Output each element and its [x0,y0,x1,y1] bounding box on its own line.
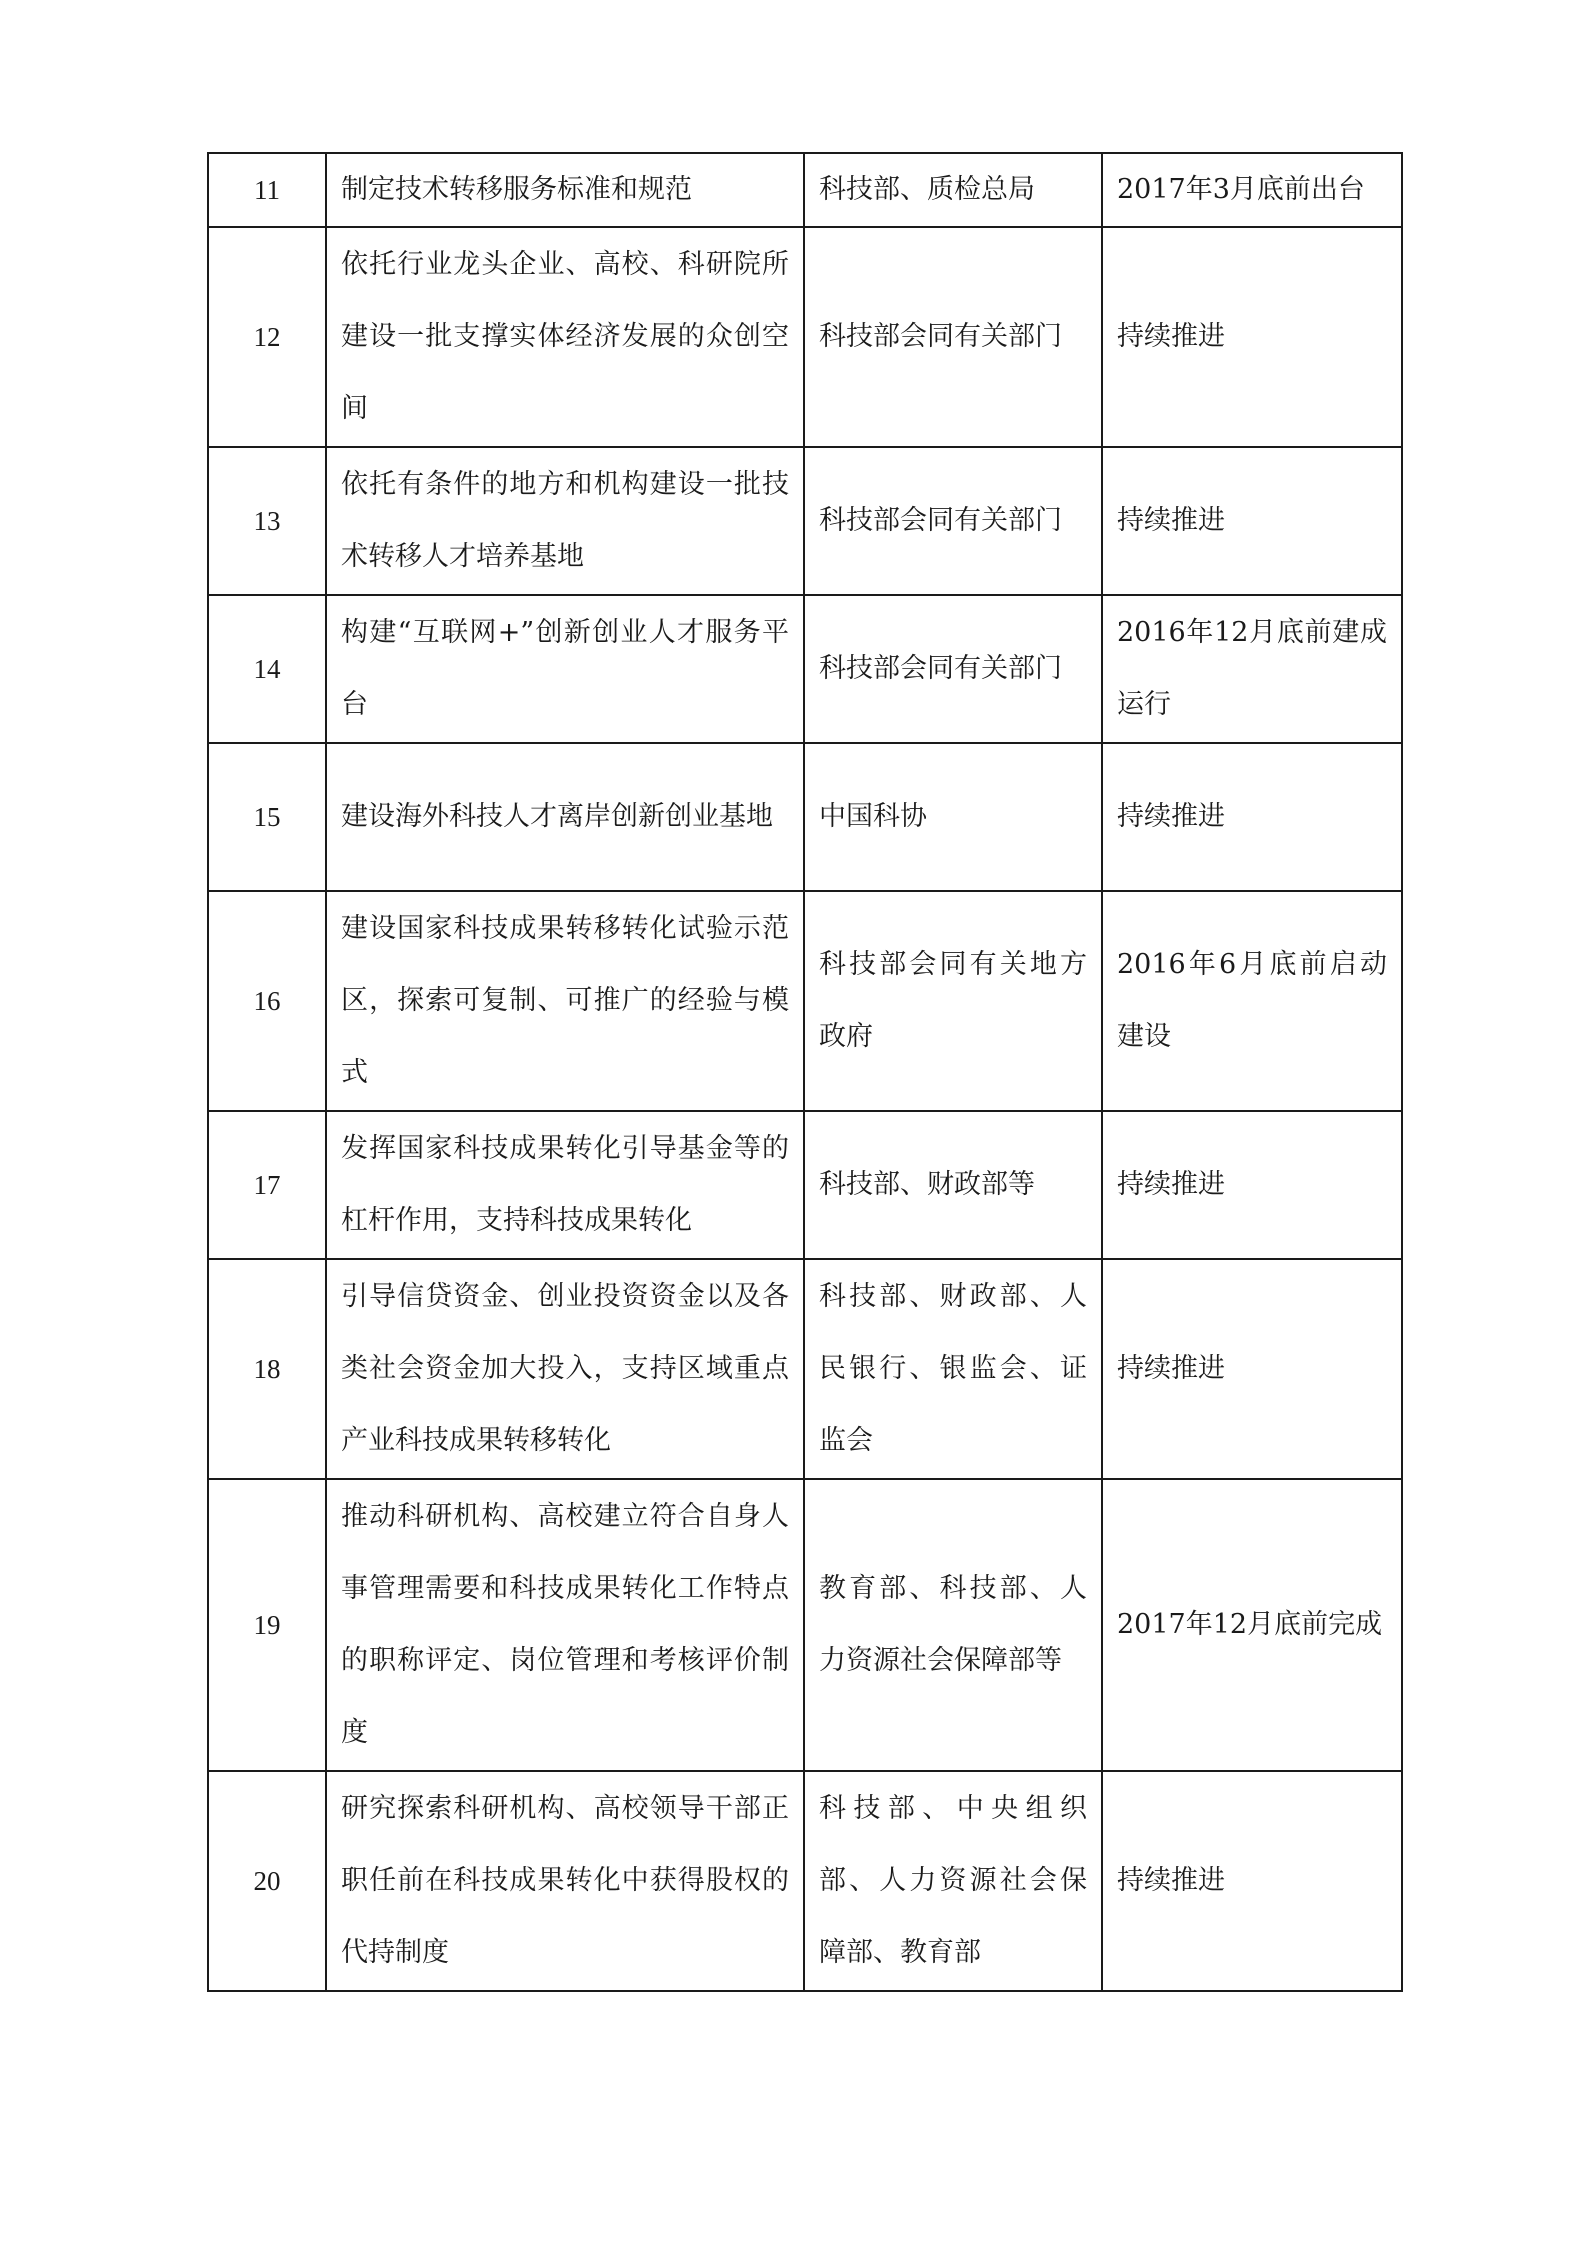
row-number: 14 [208,595,326,743]
timeline-cell: 持续推进 [1102,1771,1402,1991]
department-cell: 科技部、质检总局 [804,153,1102,227]
table-row [208,447,1402,595]
row-number: 15 [208,743,326,891]
department-cell: 科技部、财政部、人民银行、银监会、证监会 [804,1259,1102,1479]
task-cell: 建设海外科技人才离岸创新创业基地 [326,743,804,891]
task-cell: 依托行业龙头企业、高校、科研院所建设一批支撑实体经济发展的众创空间 [326,227,804,447]
table-row [208,153,1402,227]
department-cell: 中国科协 [804,743,1102,891]
task-cell: 构建“互联网+”创新创业人才服务平台 [326,595,804,743]
timeline-cell: 持续推进 [1102,1111,1402,1259]
timeline-cell: 持续推进 [1102,227,1402,447]
row-number: 17 [208,1111,326,1259]
table-row [208,743,1402,891]
timeline-cell: 持续推进 [1102,743,1402,891]
task-cell: 建设国家科技成果转移转化试验示范区，探索可复制、可推广的经验与模式 [326,891,804,1111]
task-cell: 研究探索科研机构、高校领导干部正职任前在科技成果转化中获得股权的代持制度 [326,1771,804,1991]
row-number: 18 [208,1259,326,1479]
timeline-cell: 2016年12月底前建成运行 [1102,595,1402,743]
table-row [208,1479,1402,1771]
row-number: 19 [208,1479,326,1771]
table-row [208,891,1402,1111]
table-row [208,1771,1402,1991]
row-number: 16 [208,891,326,1111]
department-cell: 科技部会同有关部门 [804,227,1102,447]
task-cell: 发挥国家科技成果转化引导基金等的杠杆作用，支持科技成果转化 [326,1111,804,1259]
task-cell: 制定技术转移服务标准和规范 [326,153,804,227]
row-number: 13 [208,447,326,595]
department-cell: 科技部会同有关地方政府 [804,891,1102,1111]
table-row [208,1259,1402,1479]
row-number: 12 [208,227,326,447]
department-cell: 科技部、中央组织部、人力资源社会保障部、教育部 [804,1771,1102,1991]
timeline-cell: 持续推进 [1102,1259,1402,1479]
task-cell: 推动科研机构、高校建立符合自身人事管理需要和科技成果转化工作特点的职称评定、岗位管理和考核评价制度 [326,1479,804,1771]
table-row [208,595,1402,743]
timeline-cell: 2017年3月底前出台 [1102,153,1402,227]
department-cell: 教育部、科技部、人力资源社会保障部等 [804,1479,1102,1771]
department-cell: 科技部会同有关部门 [804,447,1102,595]
table-row [208,227,1402,447]
timeline-cell: 持续推进 [1102,447,1402,595]
task-table-body [208,153,1402,1991]
task-cell: 引导信贷资金、创业投资资金以及各类社会资金加大投入，支持区域重点产业科技成果转移转化 [326,1259,804,1479]
row-number: 20 [208,1771,326,1991]
department-cell: 科技部会同有关部门 [804,595,1102,743]
table-row [208,1111,1402,1259]
department-cell: 科技部、财政部等 [804,1111,1102,1259]
row-number: 11 [208,153,326,227]
timeline-cell: 2017年12月底前完成 [1102,1479,1402,1771]
task-cell: 依托有条件的地方和机构建设一批技术转移人才培养基地 [326,447,804,595]
task-table [207,152,1403,1992]
timeline-cell: 2016年6月底前启动建设 [1102,891,1402,1111]
